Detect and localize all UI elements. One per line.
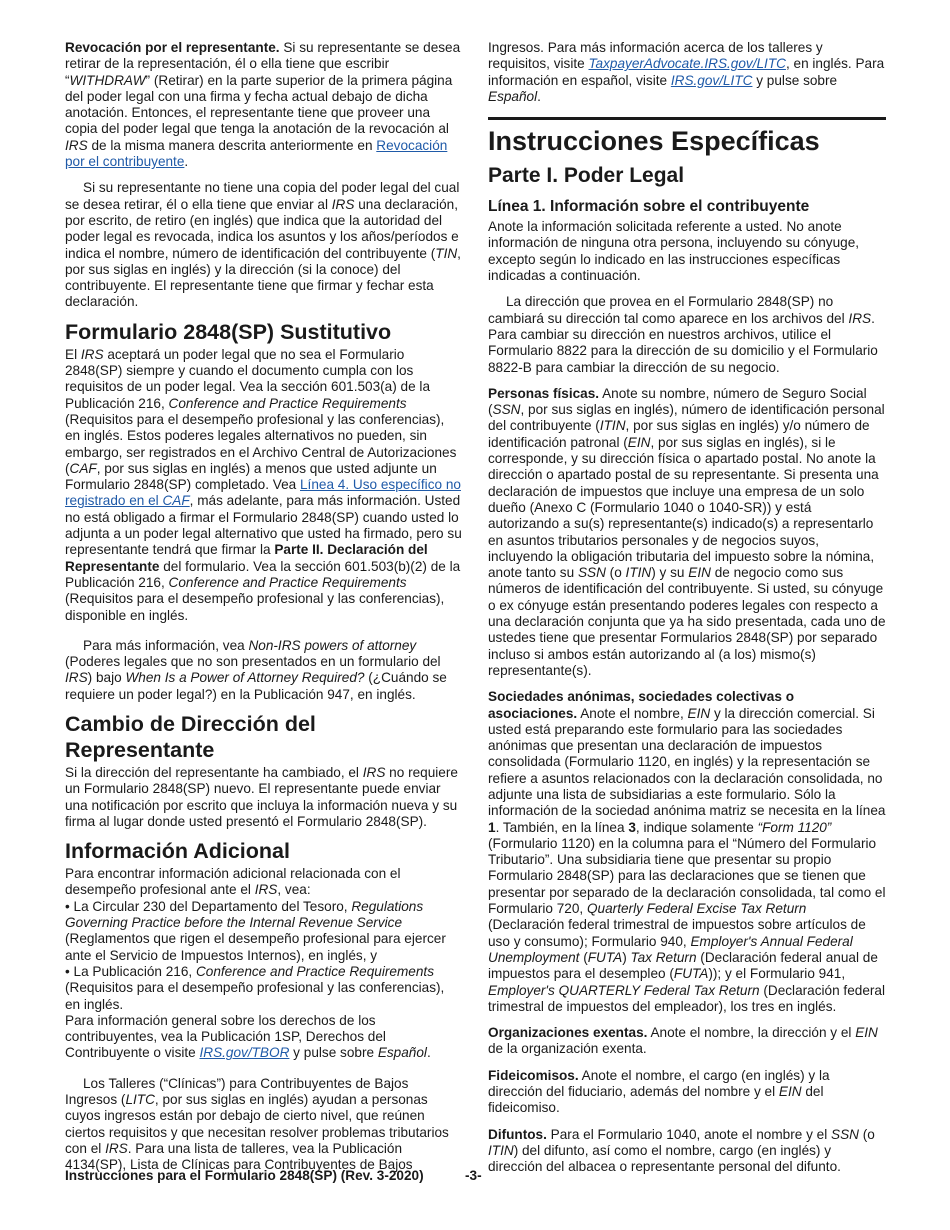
text: , por sus siglas en inglés) y/o número de identificación patronal (: [488, 418, 870, 450]
text: y pulse sobre: [289, 1045, 378, 1061]
paragraph-lead: Difuntos.: [488, 1126, 547, 1142]
text: • La Circular 230 del Departamento del Tesoro,: [65, 898, 352, 914]
text-italic: IRS: [65, 137, 88, 153]
text-italic: Español: [488, 88, 538, 104]
text: , indique solamente: [635, 819, 758, 835]
text: (Poderes legales que no son presentados en un formulario del: [65, 654, 441, 670]
link-irs-litc[interactable]: IRS.gov/LITC: [670, 72, 753, 88]
text: (Requisitos para el desempeño profesional y las conferencias), disponible en inglés.: [65, 591, 445, 623]
text-italic: Conference and Practice Requirements: [195, 963, 434, 979]
text-italic: SSN: [831, 1126, 859, 1142]
text-italic: EIN: [855, 1025, 878, 1041]
text: Para más información, vea: [83, 637, 249, 653]
text: del formulario. Vea la sección 601.503(b)(2) de la Publicación 216,: [65, 558, 461, 590]
text-italic: EIN: [778, 1084, 802, 1100]
text-italic: WITHDRAW: [69, 72, 146, 88]
paragraph-derechos: [65, 1013, 463, 1062]
text: (Declaración federal trimestral de impuestos del empleador), los tres en inglés.: [488, 982, 886, 1014]
link-text-italic: CAF: [162, 493, 190, 509]
text: , por sus siglas en inglés) ayudan a personas cuyos ingresos están por debajo de cierto nivel, que reúnen ciertos requisitos y que necesitan resolver problemas tributarios con el: [65, 1092, 449, 1156]
text: ) del difunto, así como el nombre, cargo (en inglés) y dirección del albacea o representante personal del difunto.: [488, 1142, 841, 1175]
left-column: [65, 40, 463, 1174]
text: Para encontrar información adicional relacionada con el desempeño profesional ante el: [65, 866, 401, 898]
text: . Para una lista de talleres, vea la Publicación 4134(SP), Lista de Clínicas para Contribuyentes de Bajos: [65, 1140, 413, 1173]
text: (Declaración federal anual de impuestos para el desempleo (: [488, 949, 878, 982]
text-bold: 3: [628, 819, 636, 835]
text: (¿Cuándo se requiere un poder legal?) en la Publicación 947, en inglés.: [65, 670, 447, 702]
text: Si su representante no tiene una copia del poder legal del cual se desea retirar, él o ella tiene que enviar al: [65, 180, 460, 212]
text: ) y su: [651, 565, 689, 581]
paragraph-sociedades: [488, 689, 886, 1015]
text: de la organización exenta.: [488, 1041, 647, 1057]
page-number: -3-: [465, 1168, 482, 1183]
heading-formulario-sustitutivo: Formulario 2848(SP) Sustitutivo: [65, 319, 392, 344]
text-italic: Employer's QUARTERLY Federal Tax Return: [488, 982, 760, 998]
text: aceptará un poder legal que no sea el Formulario 2848(SP) siempre y cuando el documento cumpla con los requisitos de un poder legal. Vea la sección 601.503(a) de la Publicación 216,: [65, 346, 431, 411]
text: . También, en la línea: [495, 819, 629, 835]
text: ) bajo: [87, 670, 126, 686]
text-italic: IRS: [362, 764, 386, 780]
text: El: [65, 346, 81, 362]
text: .: [537, 88, 541, 104]
text-italic: Employer's Annual Federal Unemployment: [488, 933, 853, 965]
text-italic: FUTA: [673, 966, 709, 982]
text-italic: Conference and Practice Requirements: [168, 574, 407, 590]
text: Para el Formulario 1040, anote el nombre y el: [546, 1126, 832, 1142]
text-italic: IRS: [331, 196, 355, 212]
link-text: Línea 4. Uso específico no registrado en el: [65, 477, 461, 509]
text-italic: ITIN: [488, 1142, 514, 1158]
text: , vea:: [277, 882, 311, 898]
paragraph-mas-informacion: [65, 638, 463, 703]
text: (Reglamentos que rigen el desempeño profesional para ejercer ante el Servicio de Impuestos Internos), en inglés, y: [65, 931, 446, 963]
list-item-circular-230: [65, 899, 463, 964]
text-italic: SSN: [577, 565, 606, 581]
paragraph-sustitutivo: [65, 347, 463, 624]
text: Anote el nombre,: [577, 705, 688, 721]
text-italic: Conference and Practice Requirements: [168, 395, 407, 411]
text-italic: “Form 1120”: [757, 819, 832, 835]
link-revocacion-contribuyente[interactable]: Revocación por el contribuyente: [65, 137, 448, 170]
text-italic: IRS: [65, 670, 88, 686]
text: (o: [858, 1126, 875, 1142]
text-italic: EIN: [627, 434, 651, 450]
text-italic: Tax Return: [630, 949, 697, 965]
text-bold: 1: [488, 819, 496, 835]
text-italic: ITIN: [625, 565, 652, 581]
text: , por sus siglas en inglés) y la dirección (si la conoce) del contribuyente. El representante tiene que firmar y fechar esta declaración.: [65, 245, 461, 310]
heading-parte-1: Parte I. Poder Legal: [488, 164, 685, 188]
footer-title: Instrucciones para el Formulario 2848(SP) (Rev. 3-2020): [65, 1168, 424, 1183]
text-italic: IRS: [80, 346, 104, 362]
text-italic: IRS: [848, 310, 872, 326]
text: ” (Retirar) en la parte superior de la primera página del poder legal con una firma y fecha actual debajo de dicha anotación. Entonces, el representante tiene que proveer una copia del poder legal que tenga la anotación de la revocación al: [65, 72, 453, 137]
text: Ingresos. Para más información acerca de los talleres y requisitos, visite: [488, 40, 823, 72]
paragraph-talleres: [65, 1076, 463, 1174]
paragraph-info-adicional: [65, 866, 463, 899]
text-italic: When Is a Power of Attorney Required?: [125, 670, 365, 686]
text: (: [579, 949, 588, 965]
text: de la misma manera descrita anteriormente en: [87, 137, 377, 153]
text: .: [426, 1045, 431, 1061]
right-column: [488, 40, 886, 1176]
text: (Requisitos para el desempeño profesional y las conferencias), en inglés.: [65, 980, 445, 1012]
text: , por sus siglas en inglés), número de identificación personal del contribuyente (: [488, 402, 885, 434]
text-italic: Non-IRS powers of attorney: [248, 637, 417, 653]
page-footer: [65, 1168, 885, 1183]
text-italic: CAF: [69, 460, 97, 476]
text: Si su representante se desea retirar de la representación, él o ella tiene que escribir “: [65, 40, 461, 88]
text: . Para cambiar su dirección en nuestros archivos, utilice el Formulario 8822 para la dirección de su domicilio y el Formulario 8822-B para cambiar la dirección de su negocio.: [488, 310, 878, 375]
link-irs-tbor[interactable]: IRS.gov/TBOR: [199, 1045, 290, 1061]
paragraph-cambio-direccion: [65, 765, 463, 830]
text: , por sus siglas en inglés), si le corresponde, y su dirección física o apartado postal. No anote la dirección o apartado postal de su representante. Si presenta una declaración de impuestos que incluye una empresa de un solo dueño (Anexo C (Formulario 1040 o 1040-SR)) y está autorizando a su(s) representante(s) indicado(s) a representarlo en asuntos tributarios personales y de negocios suyos, incluyendo la obligación tributaria del impuesto sobre la nómina, anote tanto su: [488, 434, 879, 581]
paragraph-lead: Fideicomisos.: [488, 1067, 579, 1083]
text: Para información general sobre los derechos de los contribuyentes, vea la Publicación 1SP, Derechos del Contribuyente o visite: [65, 1012, 386, 1061]
paragraph-fideicomisos: [488, 1068, 886, 1117]
text: , más adelante, para más información. Usted no está obligado a firmar el Formulario 2848(SP) cuando usted lo adjunta a un poder legal alternativo que usted ha firmado, pero su representante tendrá que firmar la: [65, 493, 462, 558]
text: no requiere un Formulario 2848(SP) nuevo. El representante puede enviar una notificación por escrito que incluya la información nueva y su firma al lugar donde usted presentó el Formulario 2848(SP).: [65, 764, 458, 829]
text: (Declaración federal trimestral de impuestos sobre artículos de uso y consumo); Formulario 940,: [488, 917, 866, 949]
text-italic: SSN: [492, 402, 521, 418]
text: de negocio como sus números de identificación del contribuyente. Si usted, su cónyuge o ex cónyuge están presentando poderes legales con respecto a una declaración conjunta que ya ha sido presentada, cada uno de ustedes tiene que presentar Formularios 2848(SP) por separado incluso si ambos están autorizando al (a los) mismo(s) representante(s).: [488, 565, 886, 678]
paragraph-talleres-continuacion: [488, 40, 886, 105]
text-italic: EIN: [687, 705, 711, 721]
text-italic: FUTA: [587, 949, 623, 965]
text: • La Publicación 216,: [65, 963, 196, 979]
text-italic: Quarterly Federal Excise Tax Return: [586, 901, 807, 917]
text: ): [622, 949, 631, 965]
heading-cambio-direccion: Cambio de Dirección del Representante: [65, 711, 316, 762]
text-italic: IRS: [105, 1140, 128, 1156]
paragraph-revocacion-representante: [65, 40, 463, 170]
paragraph-personas-fisicas: [488, 386, 886, 679]
text: y pulse sobre: [752, 72, 838, 88]
text: .: [184, 154, 189, 170]
text: )); y el Formulario 941,: [708, 966, 846, 982]
text: , por sus siglas en inglés) a menos que usted adjunte un Formulario 2848(SP) completado. Vea: [65, 460, 437, 493]
text: (Formulario 1120) en la columna para el “Número del Formulario Tributario”. Una subsidiaria tiene que presentar su propio Formulario 2848(SP) para las declaraciones que se tienen que presentar por separado de la declaración consolidada, tal como el Formulario 720,: [488, 835, 886, 917]
list-item-publicacion-216: [65, 964, 463, 1013]
text: Anote su nombre, número de Seguro Social (: [488, 385, 867, 418]
paragraph-direccion: [488, 294, 886, 375]
heading-linea-1: Línea 1. Información sobre el contribuyente: [488, 198, 810, 216]
text-italic: ITIN: [599, 418, 626, 434]
text: (Requisitos para el desempeño profesional y las conferencias), en inglés. Estos poderes legales alternativos no pueden, sin embargo, ser registrados en el Archivo Central de Autorizaciones (: [65, 411, 457, 476]
text: del fideicomiso.: [488, 1084, 824, 1116]
paragraph-lead: Sociedades anónimas, sociedades colectivas o asociaciones.: [488, 689, 794, 721]
paragraph-lead: Organizaciones exentas.: [488, 1025, 648, 1041]
text: y la dirección comercial. Si usted está preparando este formulario para las sociedades anónimas que presentan una declaración de impuestos consolidada (Formulario 1120, en inglés) y la representación se refiere a asuntos relacionados con la declaración consolidada, no adjunte una lista de subsidiarias a este formulario. Sólo la información de la sociedad anónima matriz se necesita en la línea: [488, 705, 886, 819]
text-italic: LITC: [125, 1092, 155, 1108]
text: , en inglés. Para información en español, visite: [488, 56, 885, 88]
text: una declaración, por escrito, de retiro (en inglés) que indica que la autoridad del poder legal es revocada, indica los asuntos y los años/períodos e indica el nombre, número de identificación del contribuyente (: [65, 196, 459, 261]
text-italic: IRS: [254, 882, 278, 898]
paragraph-organizaciones-exentas: [488, 1025, 886, 1058]
text: Anote el nombre, el cargo (en inglés) y la dirección del fiduciario, además del nombre y el: [488, 1067, 830, 1100]
paragraph-linea-1: Anote la información solicitada referente a usted. No anote información de ninguna otra persona, incluyendo su cónyuge, excepto según lo indicado en las instrucciones específicas indicadas a continuación.: [488, 219, 860, 284]
text: Si la dirección del representante ha cambiado, el: [65, 764, 363, 780]
spacer: [488, 105, 886, 117]
text: Los Talleres (“Clínicas”) para Contribuyentes de Bajos Ingresos (: [65, 1075, 409, 1108]
text: (o: [605, 565, 626, 581]
text-italic: Español: [377, 1045, 427, 1061]
paragraph-lead: Personas físicas.: [488, 385, 600, 401]
text: La dirección que provea en el Formulario 2848(SP) no cambiará su dirección tal como aparece en los archivos del: [488, 294, 849, 326]
heading-instrucciones-especificas: Instrucciones Específicas: [488, 117, 886, 157]
link-taxpayer-advocate-litc[interactable]: TaxpayerAdvocate.IRS.gov/LITC: [588, 56, 786, 72]
text-italic: Regulations Governing Practice before the Internal Revenue Service: [65, 898, 424, 931]
text: Anote el nombre, la dirección y el: [647, 1025, 856, 1041]
paragraph-sin-copia: [65, 180, 463, 310]
text-italic: EIN: [688, 565, 711, 581]
text-bold: Parte II. Declaración del Representante: [65, 542, 428, 574]
text-italic: TIN: [435, 245, 458, 261]
paragraph-lead: Revocación por el representante.: [65, 40, 280, 55]
heading-informacion-adicional: Información Adicional: [65, 839, 290, 864]
